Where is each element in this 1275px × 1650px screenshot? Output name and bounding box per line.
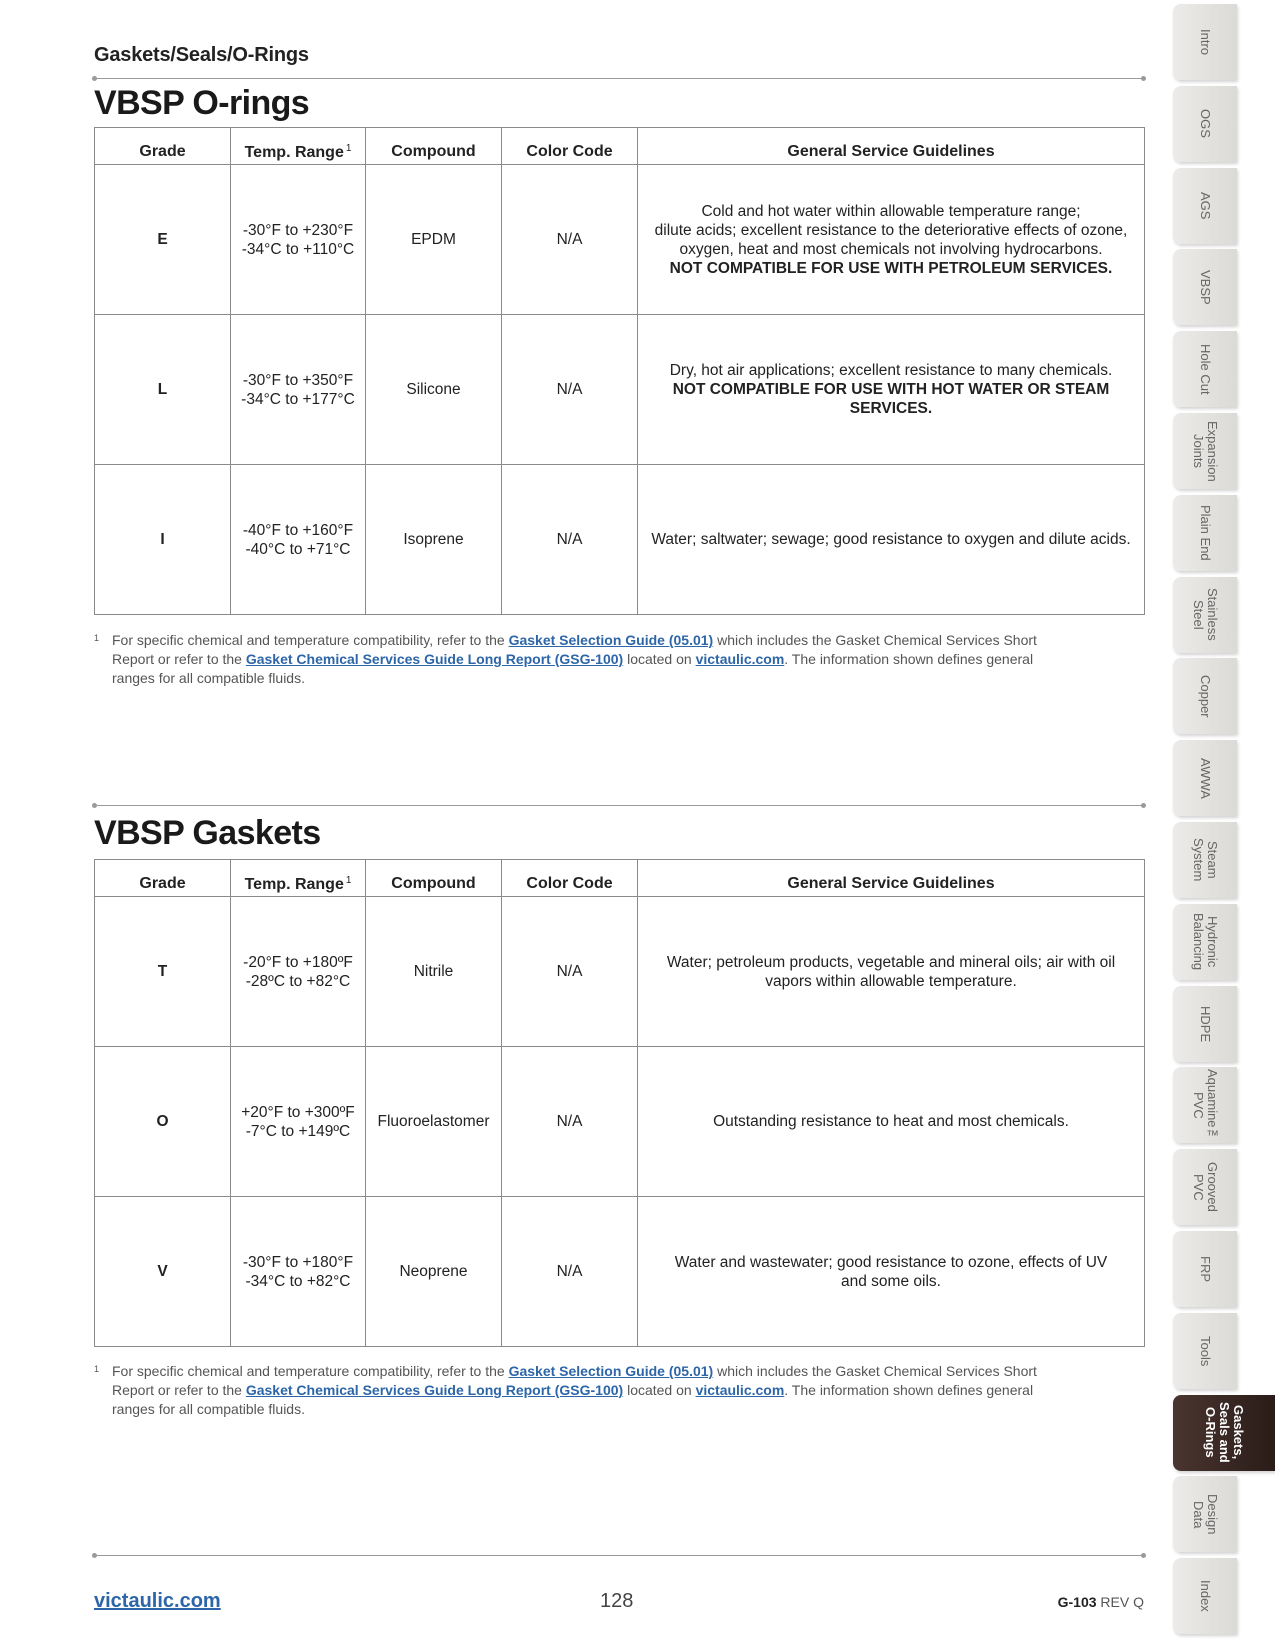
tab-label: FRP <box>1198 1256 1213 1282</box>
compound-cell: Nitrile <box>366 897 502 1047</box>
tab-label: HDPE <box>1198 1005 1213 1042</box>
tab-awwa[interactable] <box>1173 740 1237 816</box>
temp-cell: -30°F to +180°F -34°C to +82°C <box>231 1197 366 1347</box>
tab-aquamine-pvc[interactable] <box>1173 1067 1237 1143</box>
grade-cell: I <box>95 465 231 615</box>
orings-title: VBSP O-rings <box>94 84 310 122</box>
col-compound: Compound <box>366 128 502 165</box>
temp-cell: -30°F to +230°F -34°C to +110°C <box>231 165 366 315</box>
temp-cell: -20°F to +180ºF -28ºC to +82°C <box>231 897 366 1047</box>
tab-label: Index <box>1198 1580 1213 1613</box>
tab-label: AWWA <box>1198 757 1213 799</box>
col-guidelines: General Service Guidelines <box>638 128 1145 165</box>
guideline-cell: Cold and hot water within allowable temperature range; dilute acids; excellent resistance to the deteriorative effects of ozone, oxygen, heat and most chemicals not involving hydrocarbons. NOT COMPATIBLE FOR USE WITH PETROLEUM SERVICES. <box>638 165 1145 315</box>
tab-label: Gaskets, Seals and O-Rings <box>1203 1402 1246 1463</box>
tab-intro[interactable] <box>1173 4 1237 80</box>
gaskets-table <box>94 859 1145 1347</box>
tab-gaskets-seals-and-o-rings[interactable] <box>1173 1395 1275 1471</box>
guideline-cell: Water; petroleum products, vegetable and mineral oils; air with oil vapors within allowable temperature. <box>638 897 1145 1047</box>
tab-plain-end[interactable] <box>1173 495 1237 571</box>
compound-cell: Fluoroelastomer <box>366 1047 502 1197</box>
orings-table <box>94 127 1145 615</box>
compound-cell: EPDM <box>366 165 502 315</box>
grade-cell: O <box>95 1047 231 1197</box>
compound-cell: Neoprene <box>366 1197 502 1347</box>
gasket-selection-guide-link[interactable]: Gasket Selection Guide (05.01) <box>508 1363 714 1379</box>
footer-victaulic-link[interactable]: victaulic.com <box>94 1590 221 1612</box>
table-row <box>95 315 1145 465</box>
tab-hydronic-balancing[interactable] <box>1173 904 1237 980</box>
tab-label: VBSP <box>1198 270 1213 305</box>
tab-label: Grooved PVC <box>1191 1162 1220 1213</box>
orings-header-row <box>95 128 1145 165</box>
tab-vbsp[interactable] <box>1173 249 1237 325</box>
tab-label: Expansion Joints <box>1191 420 1220 482</box>
gasket-chemical-services-guide-link[interactable]: Gasket Chemical Services Guide Long Report (GSG-100) <box>245 651 624 667</box>
tab-stainless-steel[interactable] <box>1173 577 1237 653</box>
tab-label: Design Data <box>1191 1494 1220 1535</box>
section-tabs <box>1173 0 1275 1650</box>
tab-design-data[interactable] <box>1173 1476 1237 1552</box>
tab-grooved-pvc[interactable] <box>1173 1149 1237 1225</box>
col-temp-range: Temp. Range $^1$ <box>231 128 366 165</box>
guideline-cell: Water and wastewater; good resistance to ozone, effects of UV and some oils. <box>638 1197 1145 1347</box>
tab-frp[interactable] <box>1173 1231 1237 1307</box>
gasket-chemical-services-guide-link[interactable]: Gasket Chemical Services Guide Long Report (GSG-100) <box>245 1382 624 1398</box>
tab-label: AGS <box>1198 191 1213 220</box>
color-code-cell: N/A <box>502 897 638 1047</box>
orings-footnote: 1 For specific chemical and temperature compatibility, refer to the Gasket Selection Guide (05.01) which includes the Gasket Chemical Services Short Report or refer to the Gasket Chemical Services Guide Long Report (GSG-100) located on victaulic.com. The information shown defines general ranges for all compatible fluids. <box>94 632 1037 686</box>
table-row <box>95 897 1145 1047</box>
tab-tools[interactable] <box>1173 1313 1237 1389</box>
guideline-cell: Dry, hot air applications; excellent resistance to many chemicals. NOT COMPATIBLE FOR USE WITH HOT WATER OR STEAM SERVICES. <box>638 315 1145 465</box>
gaskets-title: VBSP Gaskets <box>94 814 321 852</box>
section-label: Gaskets/Seals/O-Rings <box>94 44 309 66</box>
divider <box>94 1555 1144 1556</box>
temp-cell: -40°F to +160°F -40°C to +71°C <box>231 465 366 615</box>
tab-label: Hole Cut <box>1198 343 1213 395</box>
guideline-cell: Water; saltwater; sewage; good resistance to oxygen and dilute acids. <box>638 465 1145 615</box>
col-temp-range: Temp. Range $^1$ <box>231 860 366 897</box>
gaskets-header-row <box>95 860 1145 897</box>
table-row <box>95 465 1145 615</box>
grade-cell: T <box>95 897 231 1047</box>
table-row <box>95 1047 1145 1197</box>
tab-label: Aquamine™ PVC <box>1191 1068 1220 1143</box>
tab-ogs[interactable] <box>1173 86 1237 162</box>
tab-label: Stainless Steel <box>1191 588 1220 641</box>
tab-label: OGS <box>1198 109 1213 139</box>
victaulic-link[interactable]: victaulic.com <box>695 651 785 667</box>
document-code: G-103 REV Q <box>1057 1594 1144 1610</box>
divider <box>94 78 1144 79</box>
tab-hole-cut[interactable] <box>1173 331 1237 407</box>
table-row <box>95 165 1145 315</box>
grade-cell: L <box>95 315 231 465</box>
tab-hdpe[interactable] <box>1173 986 1237 1062</box>
col-grade: Grade <box>95 860 231 897</box>
col-grade: Grade <box>95 128 231 165</box>
col-color-code: Color Code <box>502 860 638 897</box>
color-code-cell: N/A <box>502 165 638 315</box>
compound-cell: Silicone <box>366 315 502 465</box>
tab-label: Plain End <box>1198 504 1213 561</box>
compound-cell: Isoprene <box>366 465 502 615</box>
gaskets-footnote: 1 For specific chemical and temperature compatibility, refer to the Gasket Selection Guide (05.01) which includes the Gasket Chemical Services Short Report or refer to the Gasket Chemical Services Guide Long Report (GSG-100) located on victaulic.com. The information shown defines general ranges for all compatible fluids. <box>94 1363 1037 1417</box>
col-guidelines: General Service Guidelines <box>638 860 1145 897</box>
col-compound: Compound <box>366 860 502 897</box>
tab-ags[interactable] <box>1173 168 1237 244</box>
temp-cell: -30°F to +350°F -34°C to +177°C <box>231 315 366 465</box>
tab-label: Intro <box>1198 28 1213 55</box>
table-row <box>95 1197 1145 1347</box>
tab-copper[interactable] <box>1173 658 1237 734</box>
gasket-selection-guide-link[interactable]: Gasket Selection Guide (05.01) <box>508 632 714 648</box>
tab-expansion-joints[interactable] <box>1173 413 1237 489</box>
tab-index[interactable] <box>1173 1558 1237 1634</box>
grade-cell: V <box>95 1197 231 1347</box>
page-number: 128 <box>600 1590 634 1612</box>
color-code-cell: N/A <box>502 1197 638 1347</box>
tab-label: Hydronic Balancing <box>1191 913 1220 971</box>
color-code-cell: N/A <box>502 315 638 465</box>
tab-label: Tools <box>1198 1335 1213 1366</box>
color-code-cell: N/A <box>502 1047 638 1197</box>
tab-steam-system[interactable] <box>1173 822 1237 898</box>
tab-label: Steam System <box>1191 838 1220 882</box>
color-code-cell: N/A <box>502 465 638 615</box>
victaulic-link[interactable]: victaulic.com <box>695 1382 785 1398</box>
guideline-cell: Outstanding resistance to heat and most chemicals. <box>638 1047 1145 1197</box>
tab-label: Copper <box>1198 675 1213 718</box>
grade-cell: E <box>95 165 231 315</box>
divider <box>94 805 1144 806</box>
col-color-code: Color Code <box>502 128 638 165</box>
temp-cell: +20°F to +300ºF -7°C to +149ºC <box>231 1047 366 1197</box>
